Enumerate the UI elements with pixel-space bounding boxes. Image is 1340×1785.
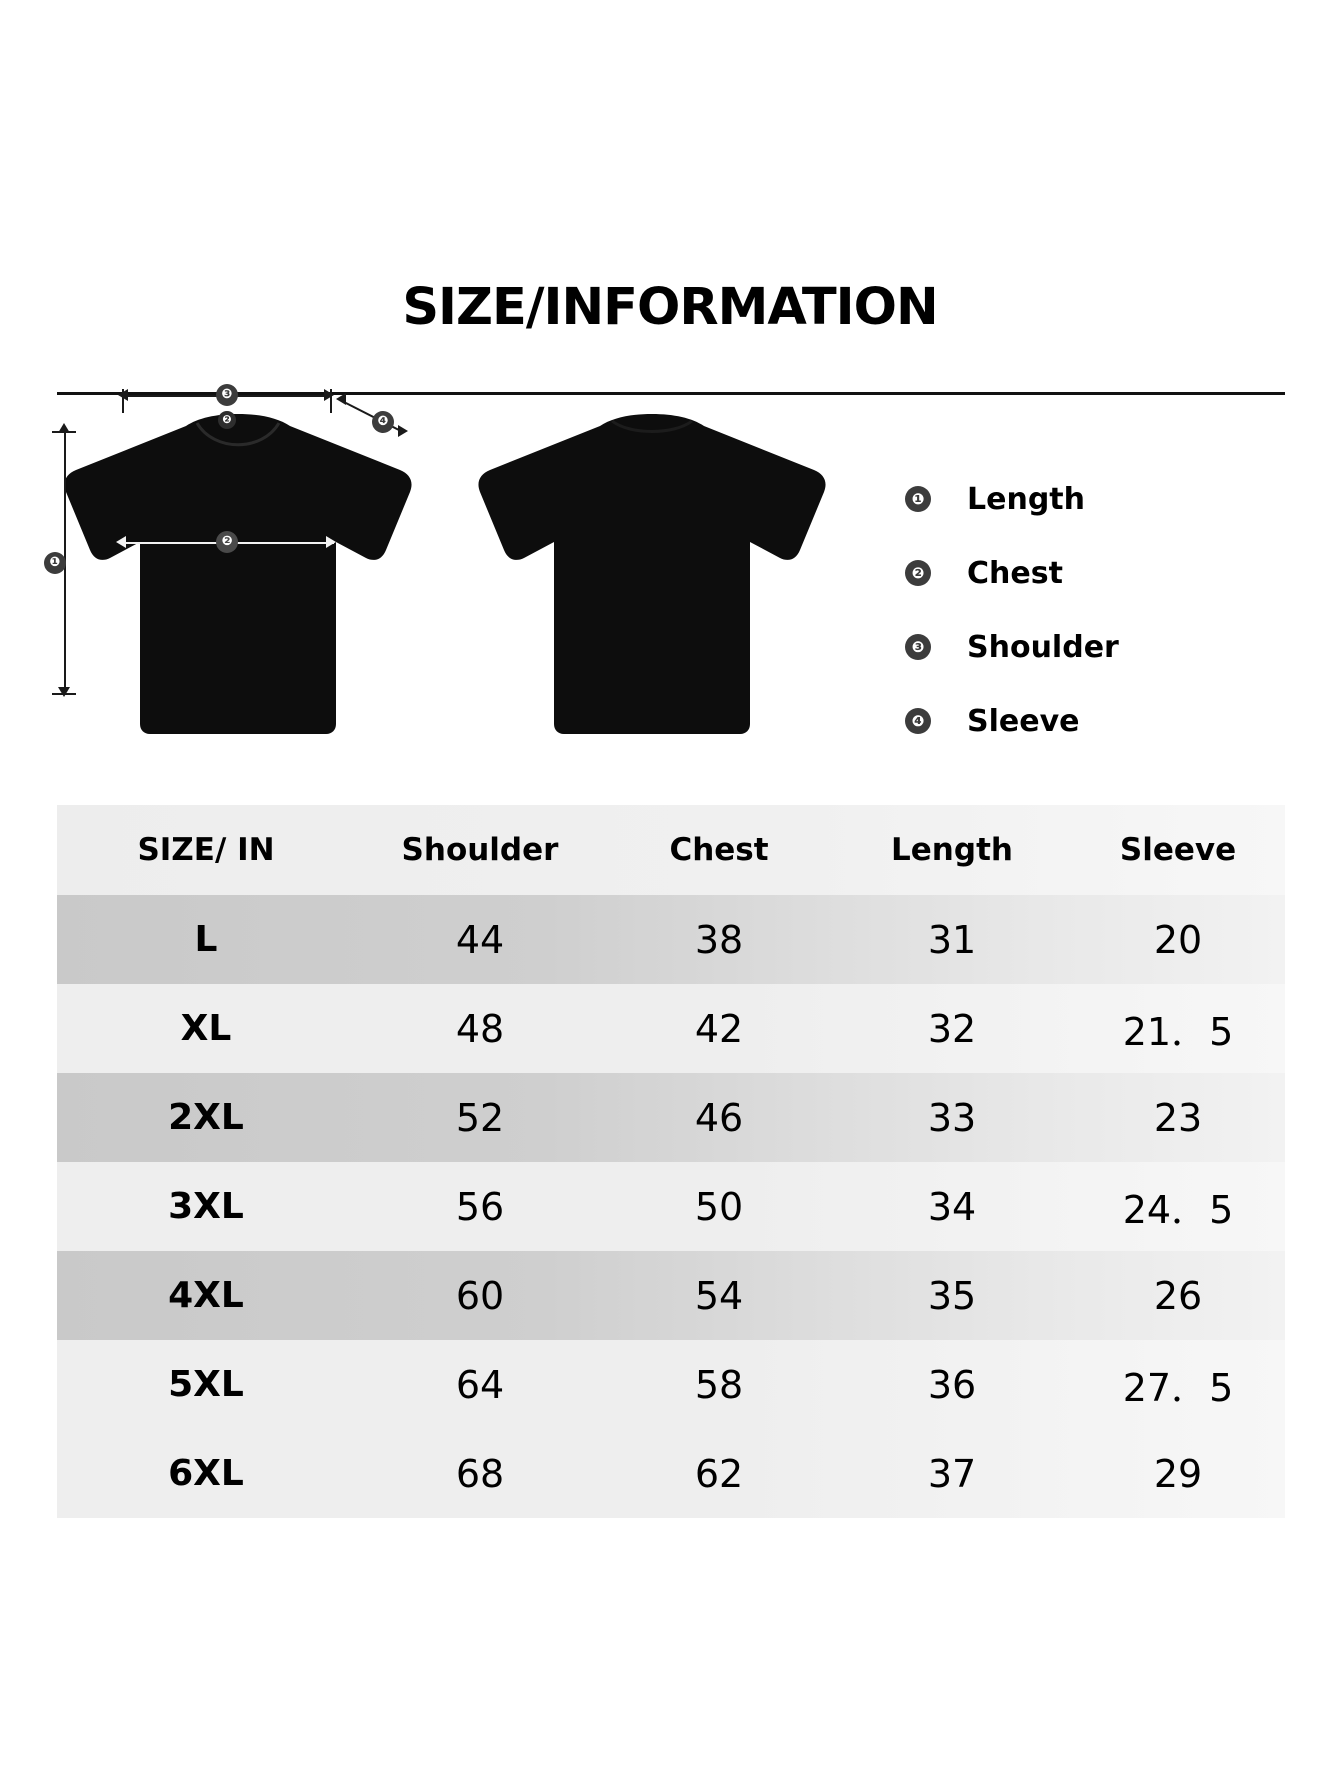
cell-size: 6XL [168, 1453, 244, 1494]
cell-length: 37 [927, 1451, 977, 1496]
length-tick-top [52, 431, 76, 433]
cell-sleeve: 24．5 [1122, 1188, 1234, 1232]
legend-badge-3: ❸ [905, 634, 931, 660]
tshirt-back-illustration [462, 408, 842, 738]
cell-chest: 62 [694, 1451, 744, 1496]
table-header-row [57, 805, 1285, 895]
marker-chest: ❷ [216, 531, 238, 553]
cell-length: 33 [927, 1095, 977, 1140]
legend-label-shoulder: Shoulder [967, 629, 1119, 665]
cell-sleeve: 27．5 [1122, 1366, 1234, 1410]
column-header-sleeve: Sleeve [1119, 832, 1237, 868]
legend-item-chest [905, 536, 1235, 610]
legend-label-length: Length [967, 481, 1085, 517]
table-row [57, 1073, 1285, 1162]
shoulder-arrow-right-icon [324, 389, 334, 401]
marker-neck: ❷ [218, 411, 236, 429]
table-row [57, 1340, 1285, 1429]
cell-sleeve: 23 [1153, 1095, 1203, 1140]
marker-length: ❶ [44, 552, 66, 574]
table-row [57, 1162, 1285, 1251]
legend-item-shoulder [905, 610, 1235, 684]
cell-chest: 46 [694, 1095, 744, 1140]
legend-badge-4: ❹ [905, 708, 931, 734]
cell-chest: 42 [694, 1006, 744, 1051]
size-table [57, 805, 1285, 1518]
cell-chest: 38 [694, 917, 744, 962]
length-arrow-down-icon [58, 687, 70, 697]
cell-shoulder: 64 [455, 1362, 505, 1407]
cell-length: 31 [927, 917, 977, 962]
cell-size: 3XL [168, 1186, 244, 1227]
sleeve-arrow-end-icon [398, 425, 408, 437]
cell-chest: 54 [694, 1273, 744, 1318]
cell-length: 36 [927, 1362, 977, 1407]
cell-chest: 50 [694, 1184, 744, 1229]
tshirt-front-illustration [48, 408, 428, 738]
cell-sleeve: 21．5 [1122, 1010, 1234, 1054]
cell-chest: 58 [694, 1362, 744, 1407]
marker-sleeve: ❹ [372, 411, 394, 433]
sleeve-arrow-start-icon [336, 393, 346, 405]
cell-length: 35 [927, 1273, 977, 1318]
table-row [57, 895, 1285, 984]
cell-size: 4XL [168, 1275, 244, 1316]
table-row [57, 1251, 1285, 1340]
cell-shoulder: 56 [455, 1184, 505, 1229]
legend-badge-1: ❶ [905, 486, 931, 512]
legend-badge-2: ❷ [905, 560, 931, 586]
table-row [57, 984, 1285, 1073]
chest-arrow-left-icon [116, 536, 126, 548]
cell-shoulder: 60 [455, 1273, 505, 1318]
cell-sleeve: 20 [1153, 917, 1203, 962]
column-header-shoulder: Shoulder [401, 832, 559, 868]
shoulder-tick-left [122, 389, 124, 413]
cell-sleeve: 26 [1153, 1273, 1203, 1318]
marker-shoulder: ❸ [216, 384, 238, 406]
legend-item-length [905, 462, 1235, 536]
column-header-length: Length [891, 832, 1013, 868]
cell-size: 5XL [168, 1364, 244, 1405]
cell-length: 32 [927, 1006, 977, 1051]
column-header-chest: Chest [669, 832, 769, 868]
cell-shoulder: 52 [455, 1095, 505, 1140]
chest-arrow-right-icon [326, 536, 336, 548]
cell-shoulder: 48 [455, 1006, 505, 1051]
cell-shoulder: 68 [455, 1451, 505, 1496]
column-header-size: SIZE/ IN [137, 832, 275, 868]
table-row [57, 1429, 1285, 1518]
cell-size: L [194, 919, 218, 960]
cell-size: XL [180, 1008, 232, 1049]
cell-length: 34 [927, 1184, 977, 1229]
legend-label-chest: Chest [967, 555, 1063, 591]
page-title: SIZE/INFORMATION [402, 278, 938, 337]
cell-size: 2XL [168, 1097, 244, 1138]
legend [905, 462, 1235, 758]
cell-sleeve: 29 [1153, 1451, 1203, 1496]
shoulder-tick-right [330, 389, 332, 413]
cell-shoulder: 44 [455, 917, 505, 962]
legend-label-sleeve: Sleeve [967, 703, 1080, 739]
length-tick-bottom [52, 693, 76, 695]
legend-item-sleeve [905, 684, 1235, 758]
